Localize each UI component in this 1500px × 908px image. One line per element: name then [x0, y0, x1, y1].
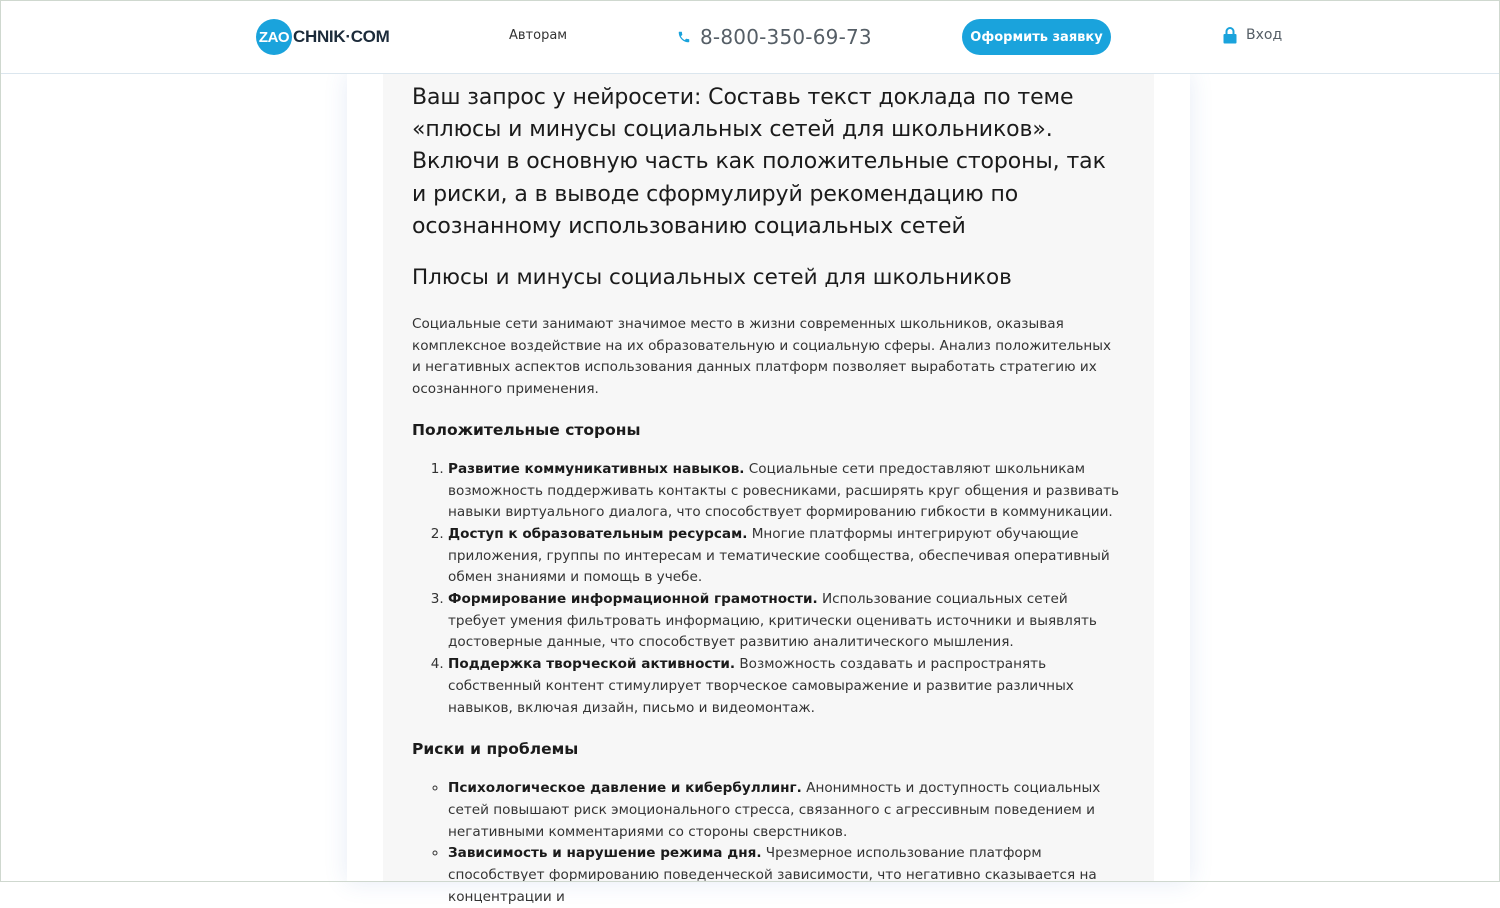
site-logo[interactable]	[256, 19, 389, 55]
answer-body	[412, 82, 1124, 908]
list-item: 3. Формирование информационной грамотности. Использование социальных сетей требует умения фильтровать информацию, критически оценивать источники и выявлять достоверные данные, что способствует развитию аналитического мышления.	[448, 589, 1124, 654]
list-item: ◦ Зависимость и нарушение режима дня. Чрезмерное использование платформ способствует формированию поведенческой зависимости, что негативно сказывается на концентрации и	[448, 843, 1124, 908]
nav-authors-link[interactable]: Авторам	[509, 28, 568, 43]
positives-list	[412, 459, 1124, 719]
lock-icon	[1223, 26, 1237, 44]
risks-heading: Риски и проблемы	[412, 740, 579, 759]
answer-panel	[383, 74, 1154, 905]
list-item: 1. Развитие коммуникативных навыков. Социальные сети предоставляют школьникам возможность поддерживать контакты с ровесниками, расширять круг общения и развивать навыки виртуального диалога, что способствует формированию гибкости в коммуникации.	[448, 459, 1124, 524]
article-title: Плюсы и минусы социальных сетей для школьников	[412, 265, 1012, 291]
query-heading: Ваш запрос у нейросети: Составь текст доклада по теме «плюсы и минусы социальных сетей для школьников». Включи в основную часть как положительные стороны, так и риски, а в выводе сформулируй рекомендацию по осознанному использованию социальных сетей	[412, 85, 1106, 239]
logo-badge: ZAO	[256, 19, 292, 55]
phone-icon	[677, 30, 691, 44]
list-item: 4. Поддержка творческой активности. Возможность создавать и распространять собственный контент стимулирует творческое самовыражение и развитие различных навыков, включая дизайн, письмо и видеомонтаж.	[448, 654, 1124, 719]
phone-link[interactable]	[677, 25, 872, 49]
list-item: ◦ Психологическое давление и кибербуллинг. Анонимность и доступность социальных сетей повышают риск эмоционального стресса, связанного с агрессивным поведением и негативными комментариями со стороны сверстников.	[448, 778, 1124, 843]
login-link[interactable]	[1223, 26, 1282, 44]
phone-number: 8-800-350-69-73	[700, 25, 872, 49]
intro-paragraph: Социальные сети занимают значимое место в жизни современных школьников, оказывая комплексное воздействие на их образовательную и социальную сферы. Анализ положительных и негативных аспектов использования данных платформ позволяет выработать стратегию их осознанного применения.	[412, 316, 1112, 398]
risks-list	[412, 778, 1124, 908]
order-button[interactable]: Оформить заявку	[962, 19, 1111, 55]
logo-text: CHNIK·COM	[293, 27, 390, 46]
site-header	[0, 0, 1500, 74]
list-item: 2. Доступ к образовательным ресурсам. Многие платформы интегрируют обучающие приложения, группы по интересам и тематические сообщества, обеспечивая оперативный обмен знаниями и помощь в учебе.	[448, 524, 1124, 589]
login-label: Вход	[1246, 27, 1283, 43]
positives-heading: Положительные стороны	[412, 420, 641, 439]
